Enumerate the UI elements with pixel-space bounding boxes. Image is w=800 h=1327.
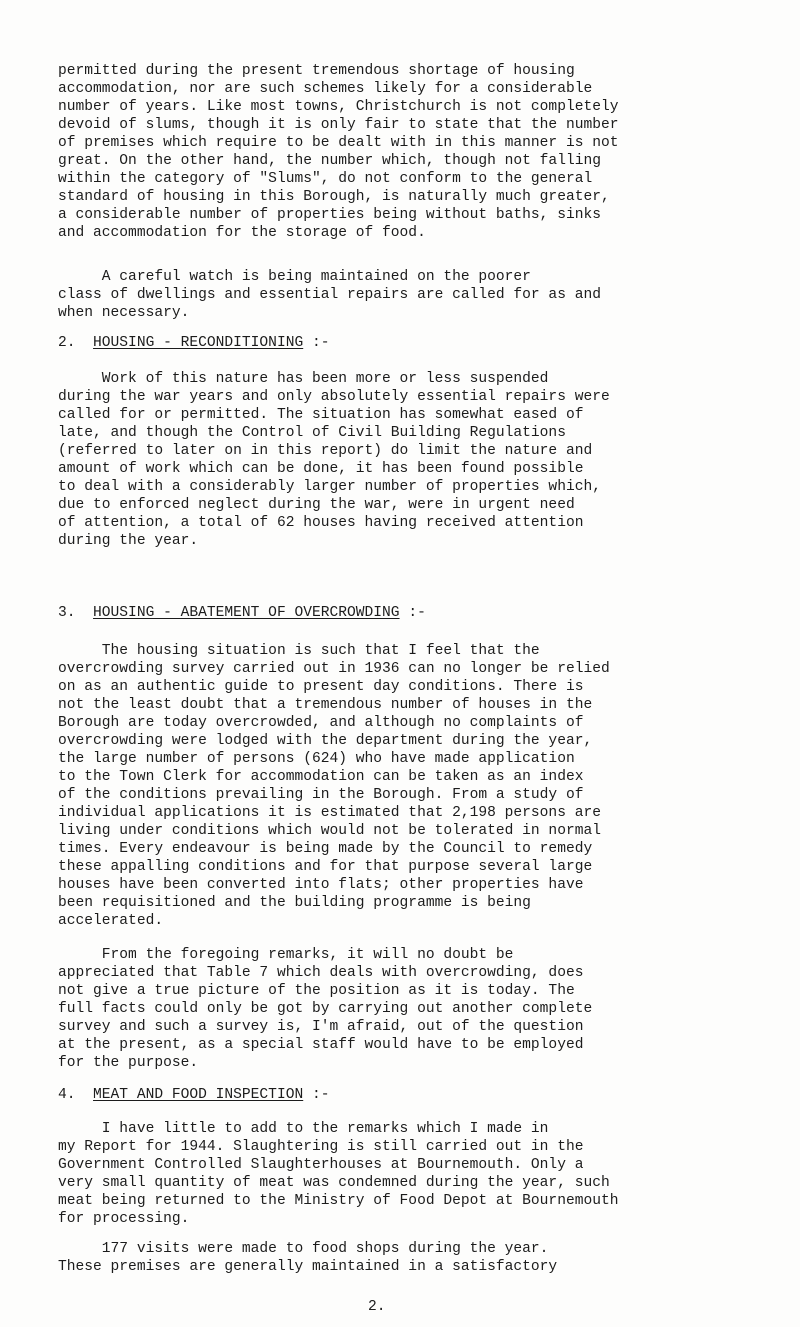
text-line: been requisitioned and the building programme is being bbox=[58, 895, 531, 911]
text-line: late, and though the Control of Civil Building Regulations bbox=[58, 425, 566, 441]
text-line: these appalling conditions and for that purpose several large bbox=[58, 859, 593, 875]
text-line: From the foregoing remarks, it will no doubt be bbox=[58, 947, 514, 963]
text-line: overcrowding survey carried out in 1936 can no longer be relied bbox=[58, 661, 610, 677]
text-line: individual applications it is estimated that 2,198 persons are bbox=[58, 805, 601, 821]
section-heading-reconditioning bbox=[58, 334, 330, 352]
intro-paragraph bbox=[58, 62, 768, 242]
text-line: called for or permitted. The situation has somewhat eased of bbox=[58, 407, 584, 423]
section-title: HOUSING - RECONDITIONING bbox=[93, 335, 304, 351]
text-line: and accommodation for the storage of food. bbox=[58, 225, 426, 241]
overcrowding-paragraph-1 bbox=[58, 642, 768, 930]
text-line: times. Every endeavour is being made by the Council to remedy bbox=[58, 841, 593, 857]
text-line: Work of this nature has been more or less suspended bbox=[58, 371, 549, 387]
text-line: meat being returned to the Ministry of Food Depot at Bournemouth bbox=[58, 1193, 619, 1209]
text-line: great. On the other hand, the number which, though not falling bbox=[58, 153, 601, 169]
text-line: Borough are today overcrowded, and although no complaints of bbox=[58, 715, 584, 731]
section-title: MEAT AND FOOD INSPECTION bbox=[93, 1087, 304, 1103]
text-line: due to enforced neglect during the war, were in urgent need bbox=[58, 497, 575, 513]
meat-inspection-paragraph-2 bbox=[58, 1240, 768, 1276]
text-line: accelerated. bbox=[58, 913, 164, 929]
text-line: standard of housing in this Borough, is naturally much greater, bbox=[58, 189, 610, 205]
text-line: during the war years and only absolutely essential repairs were bbox=[58, 389, 610, 405]
section-number: 2. bbox=[58, 335, 76, 351]
page-number: 2. bbox=[368, 1299, 386, 1315]
text-line: appreciated that Table 7 which deals with overcrowding, does bbox=[58, 965, 584, 981]
text-line: the large number of persons (624) who have made application bbox=[58, 751, 575, 767]
text-line: not the least doubt that a tremendous number of houses in the bbox=[58, 697, 593, 713]
section-suffix: :- bbox=[303, 335, 330, 351]
text-line: of the conditions prevailing in the Borough. From a study of bbox=[58, 787, 584, 803]
text-line: number of years. Like most towns, Christchurch is not completely bbox=[58, 99, 619, 115]
text-line: houses have been converted into flats; other properties have bbox=[58, 877, 584, 893]
text-line: when necessary. bbox=[58, 305, 190, 321]
text-line: of premises which require to be dealt with in this manner is not bbox=[58, 135, 619, 151]
section-heading-meat-food-inspection bbox=[58, 1086, 330, 1104]
text-line: A careful watch is being maintained on the poorer bbox=[58, 269, 531, 285]
reconditioning-paragraph bbox=[58, 370, 768, 550]
meat-inspection-paragraph-1 bbox=[58, 1120, 768, 1228]
text-line: at the present, as a special staff would have to be employed bbox=[58, 1037, 584, 1053]
text-line: on as an authentic guide to present day conditions. There is bbox=[58, 679, 584, 695]
text-line: living under conditions which would not be tolerated in normal bbox=[58, 823, 601, 839]
section-heading-overcrowding bbox=[58, 604, 426, 622]
text-line: full facts could only be got by carrying out another complete bbox=[58, 1001, 593, 1017]
intro-paragraph-2 bbox=[58, 268, 768, 322]
text-line: permitted during the present tremendous shortage of housing bbox=[58, 63, 575, 79]
text-line: devoid of slums, though it is only fair to state that the number bbox=[58, 117, 619, 133]
text-line: amount of work which can be done, it has been found possible bbox=[58, 461, 584, 477]
text-line: my Report for 1944. Slaughtering is still carried out in the bbox=[58, 1139, 584, 1155]
section-title: HOUSING - ABATEMENT OF OVERCROWDING bbox=[93, 605, 400, 621]
text-line: to deal with a considerably larger number of properties which, bbox=[58, 479, 601, 495]
text-line: 177 visits were made to food shops during the year. bbox=[58, 1241, 549, 1257]
text-line: to the Town Clerk for accommodation can be taken as an index bbox=[58, 769, 584, 785]
text-line: a considerable number of properties being without baths, sinks bbox=[58, 207, 601, 223]
overcrowding-paragraph-2 bbox=[58, 946, 768, 1072]
text-line: for the purpose. bbox=[58, 1055, 199, 1071]
text-line: of attention, a total of 62 houses having received attention bbox=[58, 515, 584, 531]
text-line: very small quantity of meat was condemned during the year, such bbox=[58, 1175, 610, 1191]
text-line: accommodation, nor are such schemes likely for a considerable bbox=[58, 81, 593, 97]
section-number: 3. bbox=[58, 605, 76, 621]
text-line: The housing situation is such that I feel that the bbox=[58, 643, 540, 659]
section-suffix: :- bbox=[399, 605, 426, 621]
text-line: (referred to later on in this report) do limit the nature and bbox=[58, 443, 593, 459]
text-line: These premises are generally maintained in a satisfactory bbox=[58, 1259, 558, 1275]
text-line: class of dwellings and essential repairs are called for as and bbox=[58, 287, 601, 303]
text-line: I have little to add to the remarks which I made in bbox=[58, 1121, 549, 1137]
text-line: Government Controlled Slaughterhouses at Bournemouth. Only a bbox=[58, 1157, 584, 1173]
text-line: during the year. bbox=[58, 533, 199, 549]
text-line: not give a true picture of the position as it is today. The bbox=[58, 983, 575, 999]
text-line: overcrowding were lodged with the department during the year, bbox=[58, 733, 593, 749]
text-line: within the category of "Slums", do not conform to the general bbox=[58, 171, 593, 187]
section-suffix: :- bbox=[303, 1087, 330, 1103]
text-line: survey and such a survey is, I'm afraid, out of the question bbox=[58, 1019, 584, 1035]
text-line: for processing. bbox=[58, 1211, 190, 1227]
section-number: 4. bbox=[58, 1087, 76, 1103]
